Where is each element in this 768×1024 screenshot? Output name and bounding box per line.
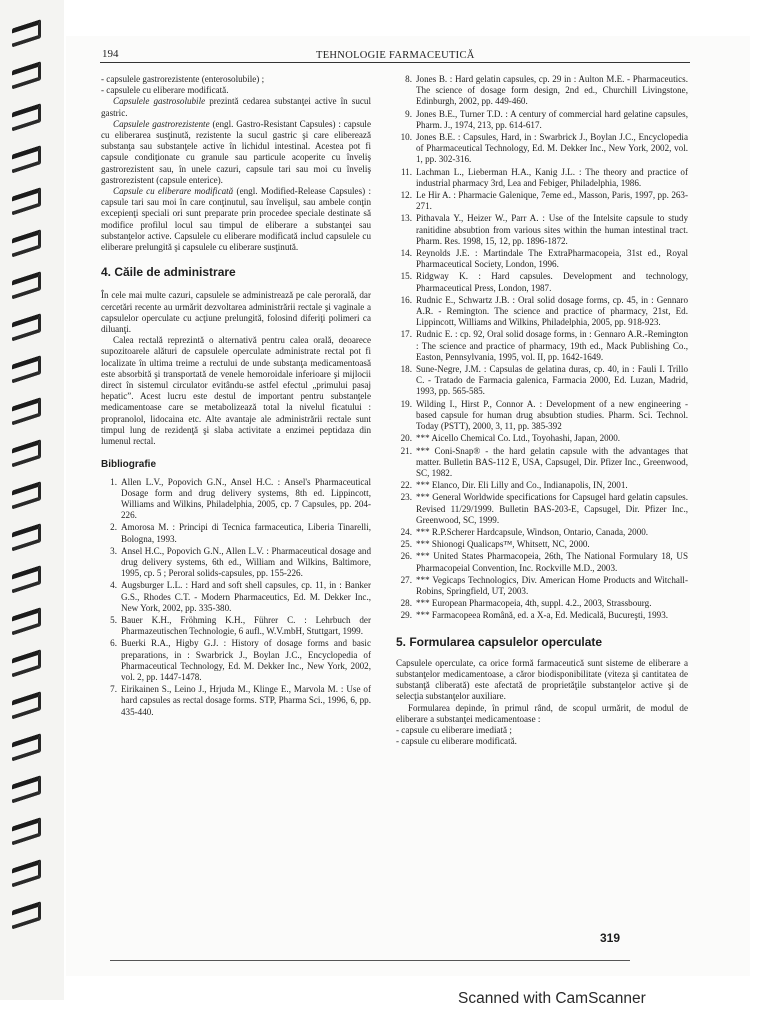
reference-text: Wilding I., Hirst P., Connor A. : Development of a new engineering - based capsule for human drug absubtion studies. Pharm. Sci. Technol. Today (PSTT), 2000, 3, 11, pp. 385-392 [416,398,688,432]
reference-number: 26. [400,551,412,562]
reference-text: Bauer K.H., Fröhming K.H., Führer C. : Lehrbuch der Pharmazeutischen Technologie, 6 aufl., W.V.mbH, Stuttgart, 1999. [121,614,371,637]
term-definition: (engl. Modified-Release Capsules) : capsule tari sau moi în care conţinutul, sau învelişul, sau ambele conţin excepienţi speciali ori sunt preparate prin procedee speciale destinate să modifice profilul locul sau timpul de eliberare a substanţei sau substanţelor active. Capsulele cu eliberare modificată includ capsulele cu eliberare prelungită şi capsulele cu eliberare susţinută. [101,186,371,253]
reference-number: 29. [400,610,412,621]
reference-text: *** Vegicaps Technologics, Div. American Home Products and Witchall-Robins, Springfield, UT, 2003. [416,574,688,596]
reference-text: *** Aicello Chemical Co. Ltd., Toyohashi, Japan, 2000. [416,433,621,444]
section-5-paragraph: Formularea depinde, în primul rând, de scopul urmărit, de modul de eliberare a substanţei medicamentoase : [396,702,688,724]
binding-ring [12,565,40,588]
footer-rule [110,960,630,961]
reference-item [101,477,371,522]
bibliography-list-left [101,477,371,718]
binding-ring [12,229,40,252]
reference-text: Pithavala Y., Heizer W., Parr A. : Use of the Intelsite capsule to study ranitidine absubtion from various sites within the human intestinal tract. Pharm. Res. 1998, 15, 12, pp. 1896-1872. [416,213,688,246]
term-definition: (engl. Gastro-Resistant Capsules) : capsule cu eliberarea susţinută, rezistente la sucul gastric şi care eliberează substanţa sau substanţele active în lichidul intestinal. Acestea pot fi capsule condiţionate cu granule sau particule acoperite cu înveliş gastrorezistent sau, în unele cazuri, capsule tari sau moi cu înveliş gastrorezistent (capsule enterice). [101,118,371,185]
reference-item [101,684,371,718]
reference-number: 11. [400,166,412,177]
reference-item [101,546,371,580]
reference-number: 28. [400,598,412,609]
reference-number: 17. [400,329,412,340]
binding-ring [12,523,40,546]
scanner-watermark: Scanned with CamScanner [458,990,646,1007]
reference-item [101,638,371,683]
binding-ring [12,19,40,42]
reference-text: *** European Pharmacopeia, 4th, suppl. 4.2., 2003, Strassbourg. [416,598,652,609]
binding-ring [12,481,40,504]
binding-ring [12,817,40,840]
reference-item [396,446,688,480]
right-column [396,74,688,747]
section-4-paragraph: În cele mai multe cazuri, capsulele se administrează pe cale perorală, dar cercetări recente au urmărit dezvoltarea administrării rectale şi vaginale a capsulelor operculate cu acţiune prelungită, folosind diferiţi polimeri ca diluanţi. [101,290,371,335]
reference-item [396,295,688,329]
reference-item [396,433,688,444]
binding-ring [12,271,40,294]
section-5-heading: 5. Formularea capsulelor operculate [396,634,603,649]
reference-number: 24. [400,526,412,537]
bibliography-heading: Bibliografie [101,459,157,471]
reference-text: Rudnic E. : cp. 92, Oral solid dosage forms, in : Gennaro A.R.-Remington : The science and practice of pharmacy, 19th ed., Mack Publishing Co., Easton, Pennsylvania, 1995, vol. II, pp. 1642-1649. [416,329,688,362]
binding-ring [12,439,40,462]
binding-ring [12,607,40,630]
reference-item [396,539,688,550]
reference-text: *** Shionogi Qualicaps™, Whitsett, NC, 2000. [416,539,590,550]
spiral-binding [0,0,64,1000]
intro-paragraph [101,96,371,118]
reference-item [396,167,688,189]
reference-number: 19. [400,398,412,409]
reference-text: *** Elanco, Dir. Eli Lilly and Co., Indianapolis, IN, 2001. [416,480,628,491]
left-intro-text [101,74,371,253]
reference-number: 8. [405,74,412,84]
reference-number: 22. [400,480,412,491]
reference-item [396,271,688,293]
reference-item [101,615,371,637]
header-title: TEHNOLOGIE FARMACEUTICĂ [316,50,475,61]
reference-text: Augsburger L.L. : Hard and soft shell capsules, cp. 11, in : Banker G.S., Rhodes C.T. - Modern Pharmaceutics, Ed. M. Dekker Inc., New York, 2002, pp. 335-380. [121,580,371,613]
section-4-paragraph: Calea rectală reprezintă o alternativă pentru calea orală, deoarece supozitoarele alături de capsulele operculate administrate rectal pot fi localizate în ultima treime a rectului de unde substanţa medicamentoasă este absorbită şi transportată de venele hemoroidale inferioare şi mijlocii direct în sistemul circulator evitându-se astfel efectul „primului pasaj hepatic”. Acest lucru este destul de important pentru substanţele medicamentoase care se metabolizează total la nivelul ficatului : propranolol, lidocaina etc. Alte avantaje ale administrării rectale sunt timpul lung de rezidenţă şi slaba activitate a enzimei peptidaza din lumenul rectal. [101,335,371,447]
term-lead: Capsule cu eliberare modificată [113,186,234,197]
binding-ring [12,187,40,210]
term-lead: Capsulele gastrorezistente [113,118,210,129]
reference-item [396,190,688,212]
reference-item [101,522,371,544]
reference-text: Ansel H.C., Popovich G.N., Allen L.V. : Pharmaceutical dosage and drug delivery systems, 6th ed., William and Wilkins, Baltimore, 1995, cp. 5 ; Peroral solids-capsules, pp. 155-226. [121,545,371,579]
section-5-list-item: - capsule cu eliberare imediată ; [396,724,512,735]
binding-ring [12,313,40,336]
footer-page-number: 319 [600,931,621,945]
binding-ring [12,355,40,378]
reference-text: Reynolds J.E. : Martindale The ExtraPharmacopeia, 31st ed., Royal Pharmaceutical Society, London, 1996. [416,248,688,270]
reference-number: 4. [110,580,117,591]
reference-number: 13. [400,213,412,224]
reference-number: 14. [400,248,412,259]
reference-number: 3. [110,545,117,556]
binding-ring [12,691,40,714]
reference-number: 7. [110,684,117,695]
binding-ring [12,775,40,798]
reference-text: Jones B.E. : Capsules, Hard, in : Swarbrick J., Boylan J.C., Encyclopedia of Pharmaceutical Technology, Ed. M. Dekker Inc., New York, 2002, vol. 1, pp. 302-316. [416,132,688,165]
intro-paragraph [101,186,371,253]
reference-number: 9. [405,108,412,119]
reference-number: 2. [110,522,117,533]
binding-ring [12,733,40,756]
binding-ring [12,901,40,924]
reference-text: Allen L.V., Popovich G.N., Ansel H.C. : Ansel's Pharmaceutical Dosage form and drug delivery systems, 8th ed. Lippincott, Williams and Wilkins, Philadelphia, 2005, cp. 7 Capsules, pp. 204-226. [121,476,371,521]
reference-item [396,132,688,166]
reference-text: Buerki R.A., Higby G.J. : History of dosage forms and basic preparations, in : Swarbrick J., Boylan J.C., Encyclopedia of Pharmaceutical Technology, Ed. M. Dekker Inc., New York, 2002, vol. 2, pp. 1447-1478. [121,638,371,682]
reference-text: Sune-Negre, J.M. : Capsulas de gelatina duras, cp. 40, in : Fauli I. Trillo C. - Tratado de Farmacia galenica, Farmacia 2000, Ed. Luzan, Madrid, 1993, pp. 565-585. [416,364,688,397]
reference-item [396,329,688,363]
reference-number: 23. [400,492,412,503]
reference-text: *** Farmacopeea Română, ed. a X-a, Ed. Medicală, Bucureşti, 1993. [416,610,669,621]
reference-item [396,364,688,398]
reference-number: 6. [110,638,117,649]
reference-text: *** United States Pharmacopeia, 26th, The National Formulary 18, US Pharmacopeial Convention, Inc. Rockville M.D., 2003. [416,551,688,573]
header-rule [100,62,690,63]
reference-item [396,74,688,108]
intro-list-item: - capsulele gastrorezistente (enterosolubile) ; [101,74,265,84]
reference-number: 10. [400,132,412,143]
reference-text: *** R.P.Scherer Hardcapsule, Windson, Ontario, Canada, 2000. [416,526,649,537]
reference-text: Lachman L., Lieberman H.A., Kanig J.L. : The theory and practice of industrial pharmacy 3rd, Lea and Febiger, Philadelphia, 1986. [416,166,688,188]
reference-text: Eirikainen S., Leino J., Hrjuda M., Klinge E., Marvola M. : Use of hard capsules as rectal dosage forms. STP, Pharma Sci., 1996, 6, pp. 435-440. [121,684,371,717]
bibliography-list-right [396,74,688,622]
reference-item [396,213,688,247]
term-definition: prezintă cedarea substanţei active în sucul gastric. [101,96,371,118]
term-lead: Capsulele gastrosolubile [113,96,206,107]
binding-ring [12,859,40,882]
reference-item [396,551,688,573]
reference-number: 15. [400,271,412,282]
reference-number: 20. [400,433,412,444]
section-5-list-item: - capsule cu eliberare modificată. [396,736,517,747]
reference-text: Amorosa M. : Principi di Tecnica farmaceutica, Liberia Tinarelli, Bologna, 1993. [121,522,371,544]
intro-paragraph [101,119,371,186]
reference-item [101,580,371,614]
reference-item [396,248,688,270]
reference-item [396,492,688,526]
intro-list-item: - capsulele cu eliberare modificată. [101,85,229,96]
binding-ring [12,103,40,126]
reference-number: 5. [110,614,117,625]
reference-number: 27. [400,574,412,585]
reference-item [396,610,688,621]
reference-text: *** Coni-Snap® - the hard gelatin capsule with the advantages that matter. Bulletin BAS-112 E, USA, Capsugel, Dir. Pfizer Inc., Greenwood, SC, 1982. [416,445,688,478]
reference-text: Le Hir A. : Pharmacie Galenique, 7eme ed., Masson, Paris, 1997, pp. 263-271. [416,190,688,212]
section-4-heading: 4. Căile de administrare [101,265,236,280]
reference-number: 12. [400,190,412,201]
reference-item [396,399,688,433]
reference-item [396,480,688,491]
binding-ring [12,61,40,84]
reference-text: Jones B.E., Turner T.D. : A century of commercial hard gelatine capsules, Pharm. J., 1974, 213, pp. 614-617. [416,108,688,130]
reference-text: Jones B. : Hard gelatin capsules, cp. 29 in : Aulton M.E. - Pharmaceutics. The science of dosage form design, 2nd ed., Churchill Livingstone, Edinburgh, 2002, pp. 449-460. [416,74,688,107]
reference-number: 21. [400,445,412,456]
reference-item [396,598,688,609]
reference-text: *** General Worldwide specifications for Capsugel hard gelatin capsules. Revised 11/29/1999. Bulletin BAS-203-E, Capsugel, Dir. Pfizer Inc., Greenwood, SC, 1999. [416,492,688,525]
left-column [101,74,371,719]
reference-item [396,109,688,131]
reference-number: 16. [400,294,412,305]
binding-ring [12,397,40,420]
binding-ring [12,649,40,672]
reference-number: 25. [400,539,412,550]
reference-item [396,527,688,538]
reference-number: 1. [110,476,117,487]
section-5-paragraph: Capsulele operculate, ca orice formă farmaceutică sunt sisteme de eliberare a substanţelor medicamentoase, a căror biodisponibilitate (viteza şi cantitatea de substanţă cliberată) este afectată de proprietăţile substanţelor active şi de selecţia substanţelor auxiliare. [396,657,688,702]
reference-text: Ridgway K. : Hard capsules. Development and technology, Pharmaceutical Press, London, 1987. [416,271,688,293]
reference-number: 18. [400,364,412,375]
reference-text: Rudnic E., Schwartz J.B. : Oral solid dosage forms, cp. 45, in : Gennaro A.R. - Remington. The science and practice of pharmacy, 21st, Ed. Lippincott, Williams and Wilkins, Philadelphia, 2005, pp. 918-923. [416,294,688,328]
reference-item [396,575,688,597]
header-page-number: 194 [102,48,119,60]
binding-ring [12,145,40,168]
